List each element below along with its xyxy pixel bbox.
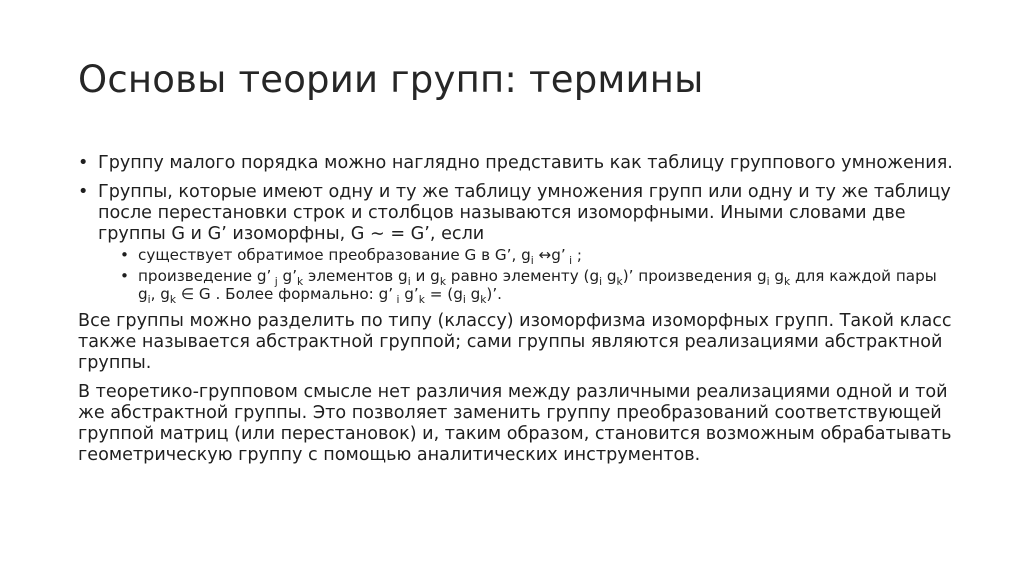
bullet-dot: • [78, 182, 89, 202]
slide-title: Основы теории групп: термины [78, 58, 704, 101]
body-paragraph: Все группы можно разделить по типу (классу) изоморфизма изоморфных групп. Такой класс также называется абстрактной группой; сами группы являются реализациями абстрактной группы. [78, 311, 952, 373]
sub-bullet-item [98, 267, 958, 307]
bullet-dot: • [120, 246, 129, 264]
bullet-item [78, 153, 958, 174]
body-paragraph: В теоретико-групповом смысле нет различия между различными реализациями одной и той же абстрактной группы. Это позволяет заменить группу преобразований соответствующей группой матриц (или перестановок) и, таким образом, становится возможным обрабатывать геометрическую группу с помощью аналитических инструментов. [78, 382, 952, 465]
sub-bullet-item [98, 246, 958, 268]
bullet-dot: • [78, 153, 89, 173]
bullet-text: Группу малого порядка можно наглядно представить как таблицу группового умножения. [98, 153, 953, 173]
sub-bullet-list [98, 246, 958, 307]
bullet-item [78, 182, 958, 307]
sub-bullet-text: произведение g’ $_j$ $g’_k$ элементов $g_i$ и $g_k$ равно элементу ($g_i$ $g_k$)’ произведения $g_i$ $g_k$ для каждой пары $g_i$, $g_k$ ∈ G . Более формально: g’ $_i$ $g’_k = (g_i$ $g_k$)’. [138, 267, 937, 307]
bullet-text: Группы, которые имеют одну и ту же таблицу умножения групп или одну и ту же таблицу после перестановки строк и столбцов называются изоморфными. Иными словами две группы G и G’ изоморфны, G ∼ = G’, если [98, 182, 951, 244]
sub-bullet-text: существует обратимое преобразование G в G’, $g_i$ ↔g’ $_i$ ; [138, 246, 583, 268]
bullet-dot: • [120, 267, 129, 285]
slide-body [78, 153, 958, 474]
